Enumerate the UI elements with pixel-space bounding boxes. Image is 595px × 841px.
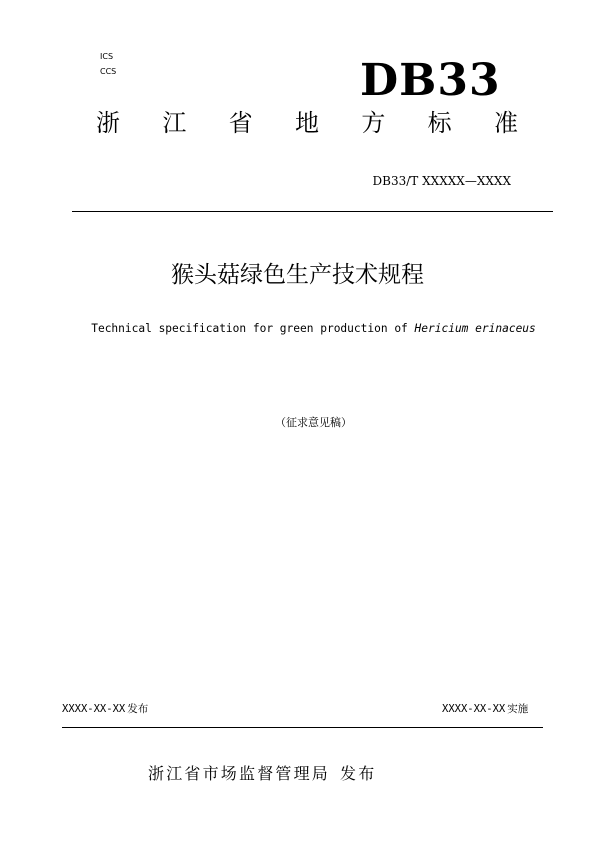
issue-label: 发布 bbox=[127, 703, 149, 715]
document-title-english bbox=[0, 322, 595, 336]
standard-number: DB33/T XXXXX—XXXX bbox=[372, 174, 511, 188]
header-divider bbox=[72, 211, 553, 212]
issuer-name: 浙江省市场监督管理局 bbox=[148, 764, 331, 783]
footer-divider bbox=[62, 727, 543, 728]
implementation-date-line bbox=[442, 702, 528, 716]
document-title-chinese: 猴头菇绿色生产技术规程 bbox=[171, 262, 424, 288]
issue-date-line bbox=[62, 702, 148, 716]
species-name: Hericium erinaceus bbox=[414, 322, 536, 335]
standard-type-char: 标 bbox=[427, 109, 452, 137]
standard-type-char: 方 bbox=[361, 109, 386, 137]
issuer-action: 发布 bbox=[340, 764, 377, 783]
issue-date: XXXX-XX-XX bbox=[62, 703, 126, 715]
standard-type-char: 江 bbox=[162, 109, 187, 137]
implementation-label: 实施 bbox=[507, 703, 529, 715]
standard-type-heading bbox=[96, 108, 518, 138]
standard-type-char: 准 bbox=[493, 109, 518, 137]
draft-status-label: （征求意见稿） bbox=[275, 416, 352, 429]
standard-type-char: 省 bbox=[228, 109, 253, 137]
title-english-text: Technical specification for green production of bbox=[91, 322, 415, 335]
ccs-label: CCS bbox=[100, 67, 117, 76]
issuing-authority bbox=[148, 764, 376, 784]
standard-type-char: 浙 bbox=[96, 109, 120, 137]
standard-type-char: 地 bbox=[294, 109, 319, 137]
ics-label: ICS bbox=[100, 52, 114, 61]
implementation-date: XXXX-XX-XX bbox=[442, 703, 506, 715]
db33-logo: DB33 bbox=[360, 55, 501, 106]
